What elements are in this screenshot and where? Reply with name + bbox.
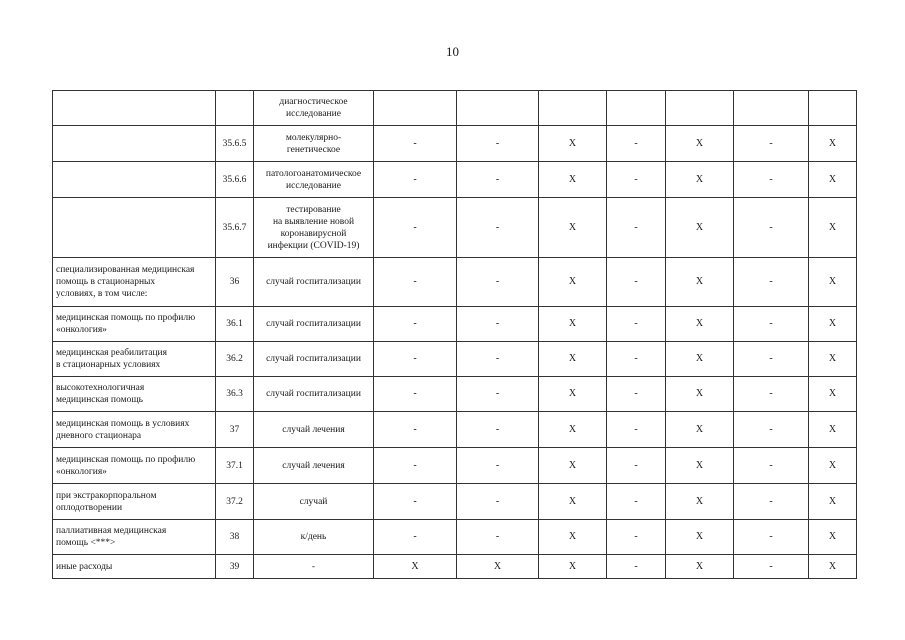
value-cell: - xyxy=(734,377,809,412)
value-cell: X xyxy=(666,412,734,448)
value-cell: - xyxy=(734,520,809,555)
value-cell: - xyxy=(457,198,539,258)
value-cell: - xyxy=(457,448,539,484)
value-cell xyxy=(607,91,666,126)
value-cell: X xyxy=(539,162,607,198)
value-cell: - xyxy=(457,412,539,448)
value-cell: X xyxy=(539,198,607,258)
row-code-cell: 38 xyxy=(216,520,254,555)
table-row xyxy=(53,377,857,412)
value-cell: - xyxy=(734,448,809,484)
row-code-cell: 36.1 xyxy=(216,307,254,342)
value-cell xyxy=(809,91,857,126)
unit-cell: случай xyxy=(254,484,374,520)
unit-cell: случай лечения xyxy=(254,412,374,448)
value-cell: - xyxy=(374,342,457,377)
value-cell xyxy=(539,91,607,126)
value-cell: - xyxy=(734,412,809,448)
value-cell: - xyxy=(607,377,666,412)
value-cell: - xyxy=(607,342,666,377)
value-cell: - xyxy=(374,198,457,258)
value-cell: X xyxy=(539,342,607,377)
value-cell: - xyxy=(457,484,539,520)
value-cell: X xyxy=(539,126,607,162)
value-cell: - xyxy=(734,342,809,377)
row-name-cell xyxy=(53,162,216,198)
table-row xyxy=(53,307,857,342)
value-cell xyxy=(666,91,734,126)
table-row xyxy=(53,342,857,377)
value-cell: X xyxy=(809,162,857,198)
value-cell: X xyxy=(809,448,857,484)
value-cell: X xyxy=(809,126,857,162)
row-name-cell: медицинская помощь по профилю «онкология» xyxy=(53,448,216,484)
row-name-cell: медицинская реабилитация в стационарных условиях xyxy=(53,342,216,377)
value-cell: X xyxy=(539,484,607,520)
value-cell: X xyxy=(809,412,857,448)
unit-cell: тестирование на выявление новой коронавирусной инфекции (COVID-19) xyxy=(254,198,374,258)
value-cell: - xyxy=(734,555,809,579)
value-cell: X xyxy=(666,126,734,162)
value-cell: X xyxy=(539,555,607,579)
value-cell: - xyxy=(607,162,666,198)
value-cell: X xyxy=(666,162,734,198)
value-cell: X xyxy=(539,307,607,342)
value-cell: - xyxy=(374,412,457,448)
value-cell: - xyxy=(374,448,457,484)
row-code-cell: 36.2 xyxy=(216,342,254,377)
value-cell: X xyxy=(809,520,857,555)
value-cell: X xyxy=(457,555,539,579)
table-row xyxy=(53,484,857,520)
unit-cell: диагностическое исследование xyxy=(254,91,374,126)
value-cell: - xyxy=(734,198,809,258)
value-cell: X xyxy=(809,198,857,258)
value-cell: X xyxy=(539,258,607,307)
value-cell: - xyxy=(374,520,457,555)
value-cell: - xyxy=(457,377,539,412)
value-cell: - xyxy=(457,307,539,342)
value-cell: X xyxy=(666,377,734,412)
value-cell: X xyxy=(666,342,734,377)
value-cell: X xyxy=(666,484,734,520)
row-code-cell: 37.1 xyxy=(216,448,254,484)
row-code-cell: 37 xyxy=(216,412,254,448)
value-cell: - xyxy=(607,307,666,342)
row-code-cell: 35.6.6 xyxy=(216,162,254,198)
value-cell: - xyxy=(457,258,539,307)
row-name-cell: при экстракорпоральном оплодотворении xyxy=(53,484,216,520)
unit-cell: случай лечения xyxy=(254,448,374,484)
value-cell: - xyxy=(734,258,809,307)
unit-cell: случай госпитализации xyxy=(254,258,374,307)
value-cell: X xyxy=(539,412,607,448)
row-name-cell: паллиативная медицинская помощь <***> xyxy=(53,520,216,555)
value-cell: X xyxy=(666,258,734,307)
unit-cell: молекулярно- генетическое xyxy=(254,126,374,162)
row-name-cell: иные расходы xyxy=(53,555,216,579)
value-cell: X xyxy=(809,342,857,377)
row-code-cell: 35.6.5 xyxy=(216,126,254,162)
unit-cell: случай госпитализации xyxy=(254,307,374,342)
value-cell: X xyxy=(666,555,734,579)
value-cell: X xyxy=(539,448,607,484)
value-cell: - xyxy=(607,448,666,484)
row-name-cell xyxy=(53,198,216,258)
value-cell: X xyxy=(539,377,607,412)
row-name-cell: высокотехнологичная медицинская помощь xyxy=(53,377,216,412)
value-cell xyxy=(734,91,809,126)
value-cell: - xyxy=(607,520,666,555)
value-cell: - xyxy=(457,162,539,198)
table-row xyxy=(53,91,857,126)
unit-cell: - xyxy=(254,555,374,579)
row-code-cell: 36 xyxy=(216,258,254,307)
value-cell: - xyxy=(374,162,457,198)
value-cell: X xyxy=(809,377,857,412)
value-cell: X xyxy=(666,198,734,258)
table-row xyxy=(53,448,857,484)
table-row xyxy=(53,520,857,555)
unit-cell: случай госпитализации xyxy=(254,342,374,377)
value-cell: - xyxy=(374,377,457,412)
value-cell: X xyxy=(809,484,857,520)
value-cell: - xyxy=(457,520,539,555)
value-cell: - xyxy=(607,412,666,448)
row-code-cell xyxy=(216,91,254,126)
value-cell: - xyxy=(734,162,809,198)
value-cell: X xyxy=(809,258,857,307)
unit-cell: случай госпитализации xyxy=(254,377,374,412)
data-table xyxy=(52,90,857,579)
page-number: 10 xyxy=(446,44,459,59)
value-cell: - xyxy=(607,126,666,162)
value-cell: X xyxy=(539,520,607,555)
value-cell: - xyxy=(607,198,666,258)
value-cell: - xyxy=(734,484,809,520)
value-cell xyxy=(374,91,457,126)
value-cell: - xyxy=(374,258,457,307)
table-row xyxy=(53,198,857,258)
value-cell: X xyxy=(666,520,734,555)
row-code-cell: 35.6.7 xyxy=(216,198,254,258)
row-name-cell: медицинская помощь в условиях дневного стационара xyxy=(53,412,216,448)
row-code-cell: 39 xyxy=(216,555,254,579)
row-code-cell: 37.2 xyxy=(216,484,254,520)
row-name-cell: специализированная медицинская помощь в стационарных условиях, в том числе: xyxy=(53,258,216,307)
value-cell: X xyxy=(666,448,734,484)
row-name-cell xyxy=(53,91,216,126)
row-code-cell: 36.3 xyxy=(216,377,254,412)
value-cell: - xyxy=(374,126,457,162)
table-row xyxy=(53,162,857,198)
table-row xyxy=(53,258,857,307)
value-cell: - xyxy=(374,484,457,520)
unit-cell: патологоанатомическое исследование xyxy=(254,162,374,198)
table-row xyxy=(53,555,857,579)
unit-cell: к/день xyxy=(254,520,374,555)
value-cell: - xyxy=(457,126,539,162)
row-name-cell: медицинская помощь по профилю «онкология» xyxy=(53,307,216,342)
value-cell: - xyxy=(457,342,539,377)
row-name-cell xyxy=(53,126,216,162)
value-cell: X xyxy=(374,555,457,579)
value-cell: - xyxy=(607,258,666,307)
value-cell: X xyxy=(809,555,857,579)
value-cell: - xyxy=(734,126,809,162)
table-row xyxy=(53,126,857,162)
table-row xyxy=(53,412,857,448)
value-cell: - xyxy=(374,307,457,342)
value-cell: - xyxy=(734,307,809,342)
value-cell: - xyxy=(607,555,666,579)
value-cell: X xyxy=(809,307,857,342)
value-cell xyxy=(457,91,539,126)
value-cell: X xyxy=(666,307,734,342)
value-cell: - xyxy=(607,484,666,520)
